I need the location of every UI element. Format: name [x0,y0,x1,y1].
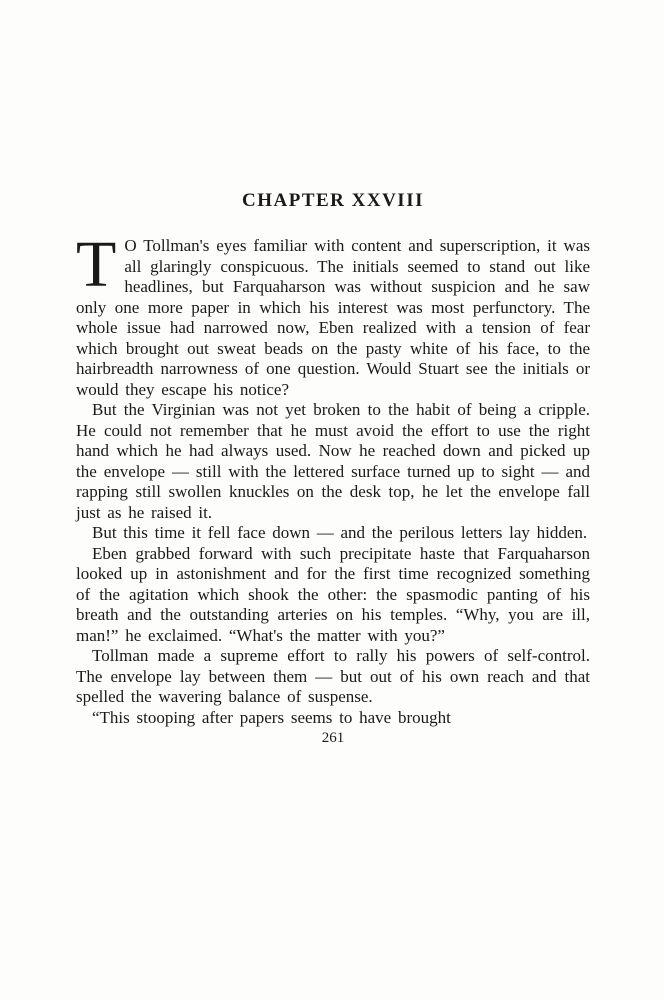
paragraph: But the Virginian was not yet broken to the habit of being a cripple. He could not remember that he must avoid the effort to use the right hand which he had always used. Now he reached down and picked up the envelope — still with the lettered surface turned up to sight — and rapping still swollen knuckles on the desk top, he let the envelope fall just as he raised it. [76,400,590,522]
paragraph [76,228,590,400]
paragraph: “This stooping after papers seems to have brought [92,707,451,727]
chapter-heading: CHAPTER XXVIII [242,190,424,211]
page-number: 261 [321,730,345,746]
paragraph: Tollman made a supreme effort to rally his powers of self-control. The envelope lay between them — but out of his own reach and that spelled the wavering balance of suspense. [76,646,590,706]
paragraph-text: O Tollman's eyes familiar with content and superscription, it was all glaringly conspicuous. The initials seemed to stand out like headlines, but Farquaharson was without suspicion and he saw only one more paper in which his interest was most perfunctory. The whole issue had narrowed now, Eben realized with a tension of fear which brought out sweat beads on the pasty white of his face, to the hairbreadth narrowness of one question. Would Stuart see the initials or would they escape his notice? [76,236,590,399]
drop-cap: T [76,228,117,301]
paragraph: Eben grabbed forward with such precipitate haste that Farquaharson looked up in astonishment and for the first time recognized something of the agitation which shook the other: the spasmodic panting of his breath and the outstanding arteries on his temples. “Why, you are ill, man!” he exclaimed. “What's the matter with you?” [76,543,590,645]
paragraph: But this time it fell face down — and the perilous letters lay hidden. [92,523,588,542]
